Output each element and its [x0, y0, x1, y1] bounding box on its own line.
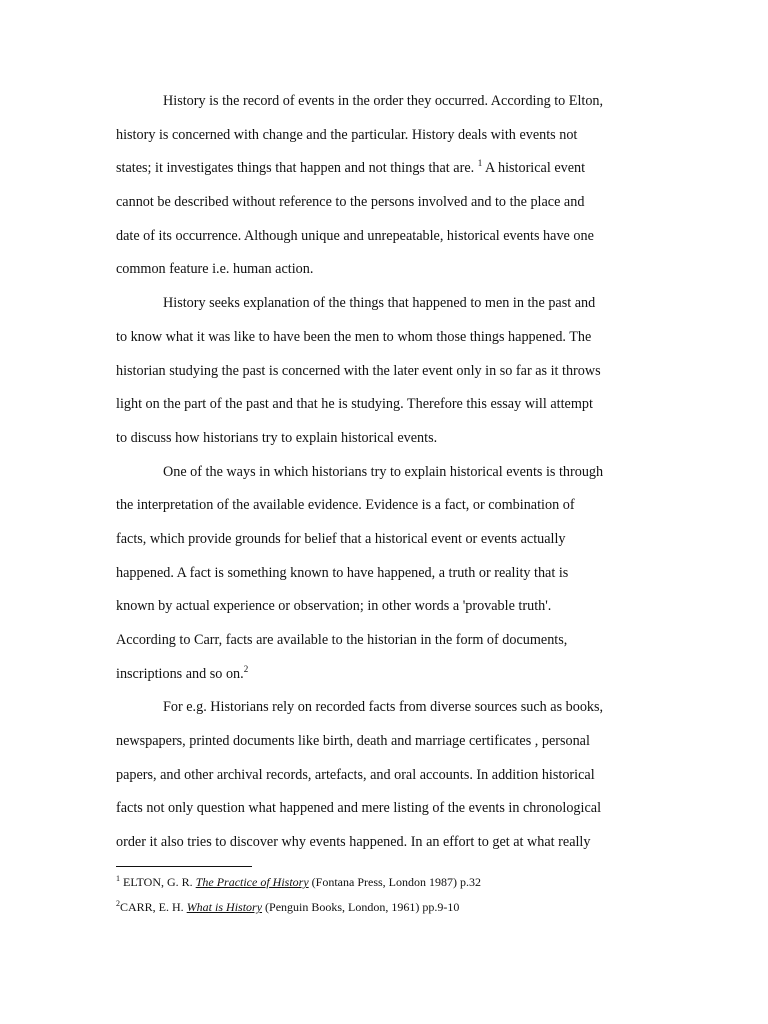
footnote-number: 1 — [116, 874, 120, 883]
footnote-author: ELTON, G. R. — [120, 875, 196, 889]
body-line: History seeks explanation of the things that happened to men in the past and — [163, 295, 596, 312]
body-line: One of the ways in which historians try to explain historical events is through — [163, 463, 604, 480]
body-line: to discuss how historians try to explain historical events. — [116, 429, 438, 446]
footnote-title: What is History — [186, 900, 263, 914]
footnote-ref-1[interactable]: 1 — [477, 158, 483, 169]
footnote-author: CARR, E. H. — [120, 900, 187, 914]
body-line: order it also tries to discover why events happened. In an effort to get at what really — [116, 834, 591, 851]
body-line: known by actual experience or observation; in other words a 'provable truth'. — [116, 598, 552, 615]
body-line: the interpretation of the available evidence. Evidence is a fact, or combination of — [116, 497, 575, 514]
body-line: history is concerned with change and the particular. History deals with events not — [116, 126, 578, 143]
footnote-ref-2[interactable]: 2 — [243, 663, 249, 674]
body-line: historian studying the past is concerned with the later event only in so far as it throws — [116, 362, 601, 379]
footnote-separator — [116, 866, 252, 867]
body-line: History is the record of events in the order they occurred. According to Elton, — [163, 93, 604, 109]
body-line: to know what it was like to have been the men to whom those things happened. The — [116, 328, 592, 345]
body-line: common feature i.e. human action. — [116, 261, 314, 278]
body-line: For e.g. Historians rely on recorded facts from diverse sources such as books, — [163, 699, 604, 716]
body-line-text: A historical event — [482, 160, 586, 177]
body-line: happened. A fact is something known to have happened, a truth or reality that is — [116, 564, 569, 581]
body-line: cannot be described without reference to the persons involved and to the place and — [116, 194, 585, 211]
body-line-text: inscriptions and so on. — [116, 665, 244, 682]
body-line: newspapers, printed documents like birth, death and marriage certificates , personal — [116, 733, 590, 750]
body-line: papers, and other archival records, artefacts, and oral accounts. In addition historical — [116, 766, 595, 783]
footnote-details: (Penguin Books, London, 1961) pp.9-10 — [262, 900, 460, 914]
footnote-1 — [116, 870, 481, 895]
footnotes — [116, 870, 481, 920]
footnote-title: The Practice of History — [195, 875, 309, 889]
body-line-text: states; it investigates things that happen and not things that are. — [116, 160, 478, 177]
body-line: facts, which provide grounds for belief that a historical event or events actually — [116, 530, 566, 547]
body-line: According to Carr, facts are available to the historian in the form of documents, — [116, 632, 568, 648]
body-text — [116, 85, 646, 860]
body-line — [116, 658, 646, 692]
body-line: light on the part of the past and that he is studying. Therefore this essay will attempt — [116, 396, 593, 413]
body-line: date of its occurrence. Although unique and unrepeatable, historical events have one — [116, 227, 594, 244]
body-line — [116, 152, 646, 186]
footnote-details: (Fontana Press, London 1987) p.32 — [308, 875, 481, 889]
footnote-number: 2 — [116, 899, 120, 908]
footnote-2 — [116, 895, 481, 920]
body-line: facts not only question what happened and mere listing of the events in chronological — [116, 800, 602, 817]
